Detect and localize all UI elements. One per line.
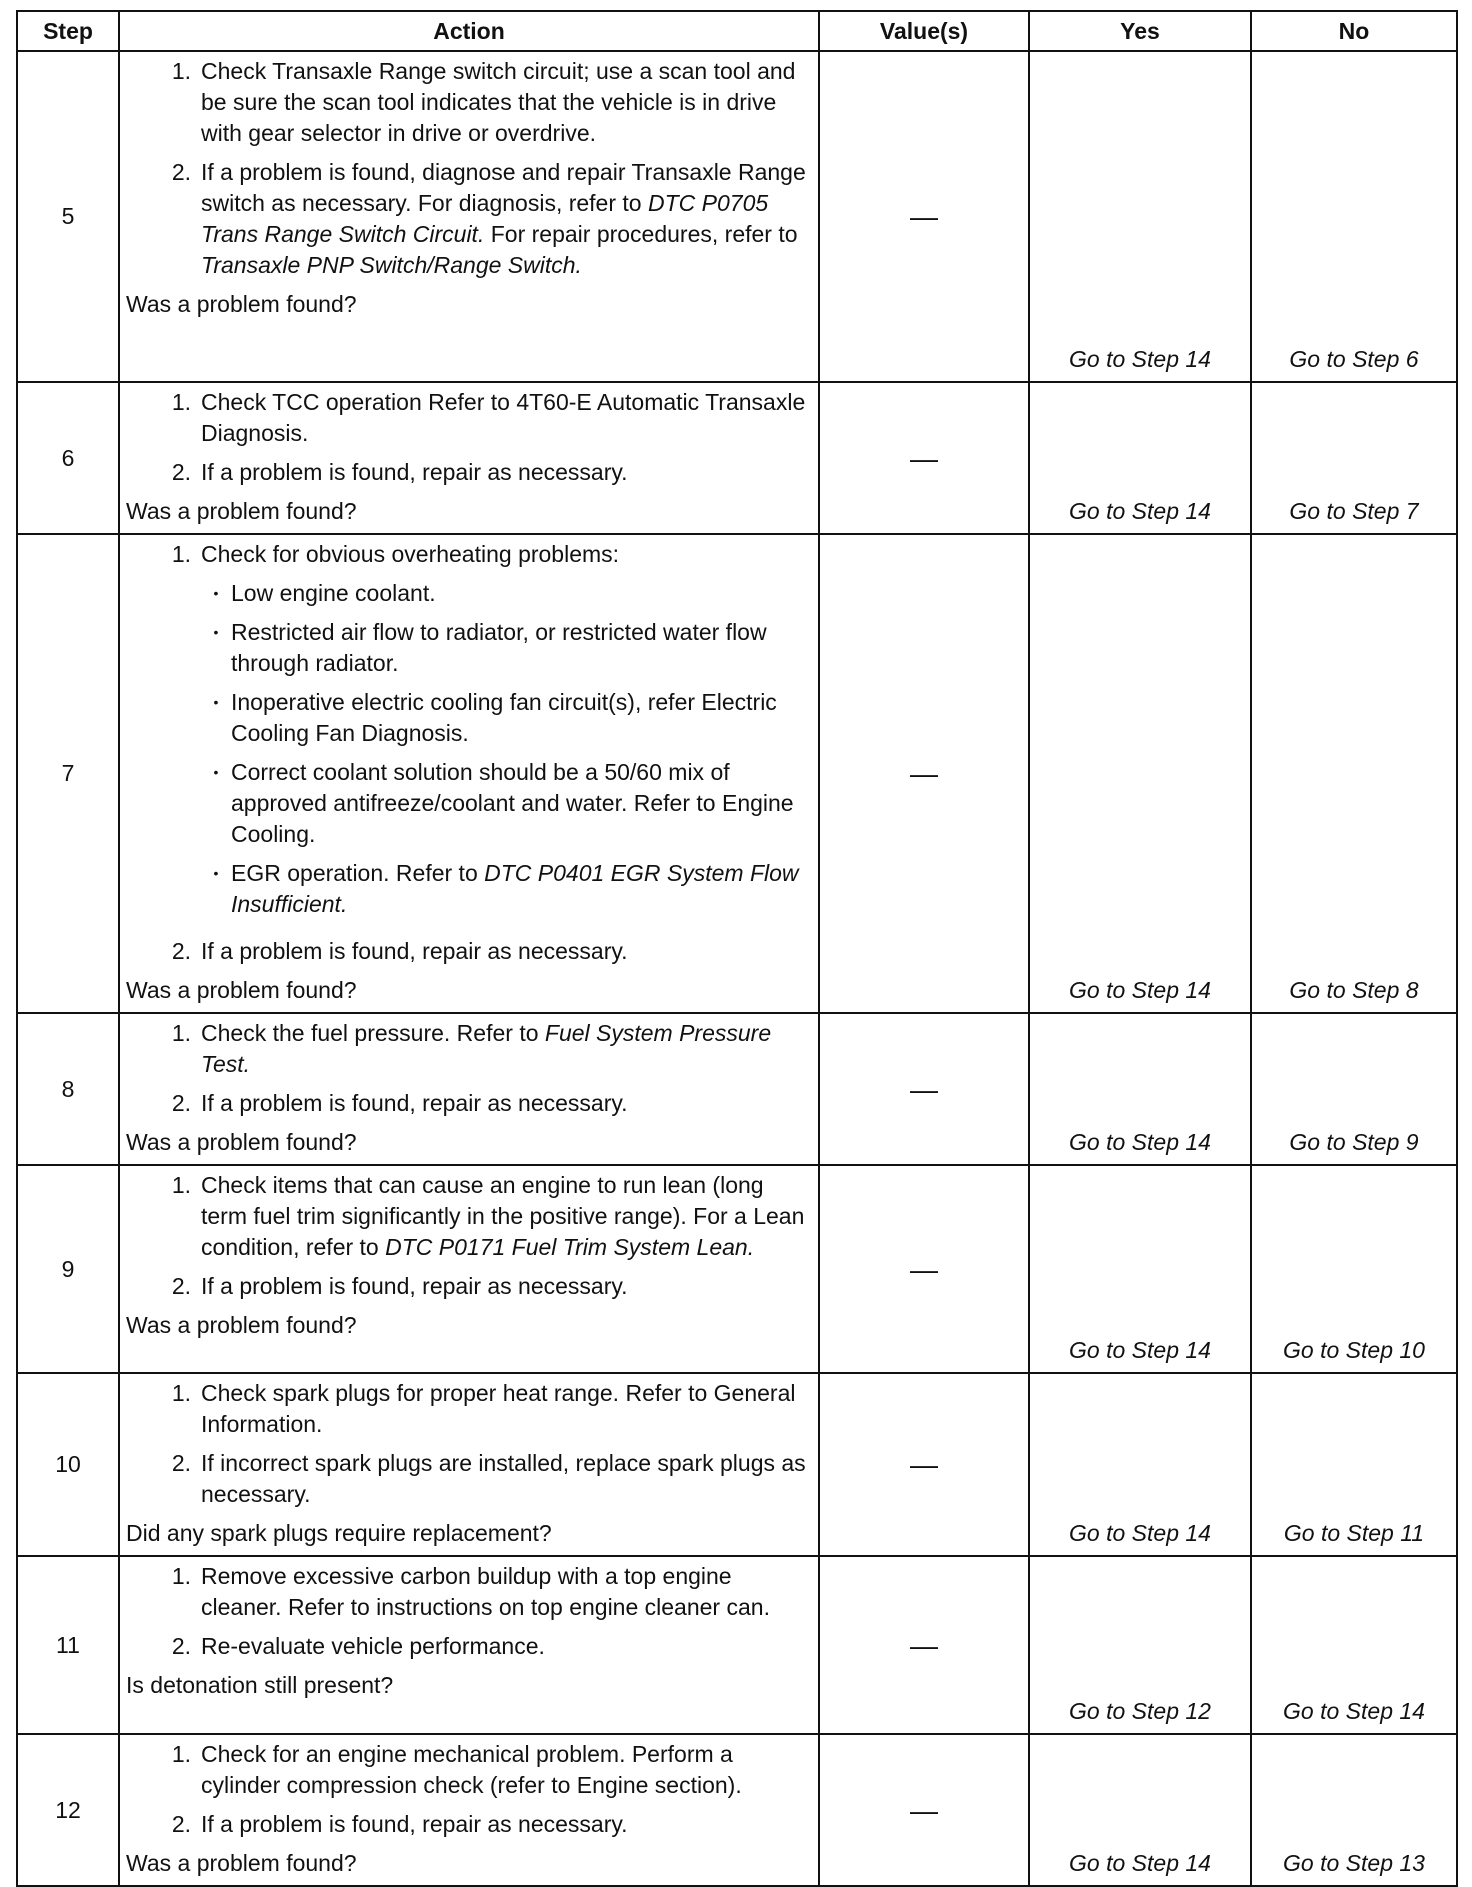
table-row [17,1165,1457,1373]
question-text: Was a problem found? [126,977,357,1003]
no-cell: Go to Step 14 [1251,1556,1457,1734]
bullet-icon: • [213,585,219,601]
yes-cell: Go to Step 14 [1029,1165,1251,1373]
yes-cell: Go to Step 14 [1029,1373,1251,1556]
action-cell [119,1373,819,1556]
diagnostic-table-page [16,10,1456,1887]
step-number: 9 [17,1165,119,1373]
table-row [17,1556,1457,1734]
action-item: 1. Check the fuel pressure. Refer to Fuel System Pressure Test. [171,1020,772,1077]
bullet-icon: • [213,624,219,640]
yes-cell: Go to Step 14 [1029,51,1251,382]
action-item: 2. If a problem is found, repair as necessary. [171,1811,628,1837]
value-cell: — [819,1734,1029,1886]
no-cell: Go to Step 10 [1251,1165,1457,1373]
value-cell: — [819,1165,1029,1373]
bullet-item: • Correct coolant solution should be a 50/60 mix of approved antifreeze/coolant and water. Refer to Engine Cooling. [201,757,814,850]
value-cell: — [819,382,1029,534]
yes-cell: Go to Step 14 [1029,1013,1251,1165]
step-number: 12 [17,1734,119,1886]
reference-link-text: Fuel System Pressure Test. [201,1020,772,1077]
yes-cell: Go to Step 12 [1029,1556,1251,1734]
question-text: Was a problem found? [126,291,357,317]
table-row [17,1373,1457,1556]
header-yes: Yes [1029,11,1251,51]
action-item: 2. If a problem is found, repair as necessary. [171,459,628,485]
action-item: 2. If incorrect spark plugs are installed, replace spark plugs as necessary. [171,1450,806,1507]
header-row [17,11,1457,51]
action-cell [119,382,819,534]
table-row [17,534,1457,1013]
action-cell [119,1734,819,1886]
bullet-icon: • [213,865,219,881]
action-cell [119,1556,819,1734]
action-cell [119,1165,819,1373]
question-text: Was a problem found? [126,1850,357,1876]
question-text: Was a problem found? [126,1129,357,1155]
step-number: 8 [17,1013,119,1165]
reference-link-text: DTC P0705 Trans Range Switch Circuit. [201,190,769,247]
bullet-item: • EGR operation. Refer to DTC P0401 EGR System Flow Insufficient. [201,858,814,920]
header-no: No [1251,11,1457,51]
table-row [17,51,1457,382]
value-cell: — [819,1013,1029,1165]
table-row [17,382,1457,534]
value-cell: — [819,534,1029,1013]
value-cell: — [819,1373,1029,1556]
header-action: Action [119,11,819,51]
bullet-item: • Restricted air flow to radiator, or restricted water flow through radiator. [201,617,814,679]
reference-link-text: DTC P0171 Fuel Trim System Lean. [385,1234,755,1260]
action-item: 2. If a problem is found, diagnose and repair Transaxle Range switch as necessary. For diagnosis, refer to DTC P0705 Trans Range Switch Circuit. For repair procedures, refer to Transaxle PNP Switch/Range Switch. [171,159,806,278]
table-row [17,1013,1457,1165]
action-cell [119,51,819,382]
reference-link-text: Transaxle PNP Switch/Range Switch. [201,252,582,278]
yes-cell: Go to Step 14 [1029,382,1251,534]
action-item: 2. Re-evaluate vehicle performance. [171,1633,545,1659]
action-item: 1. Check TCC operation Refer to 4T60-E Automatic Transaxle Diagnosis. [171,389,806,446]
diagnostic-table [16,10,1458,1887]
action-item: 2. If a problem is found, repair as necessary. [171,938,628,964]
action-item: 1. Check for obvious overheating problems: • Low engine coolant. • Restricted air flow to radiator, or restricted water flow through radiator. • Inoperative electric cooling fan circuit(s), refer Electric Cooling Fan Diagnosis. • Correct coolant solution should be a 50/60 mix of approved antifreeze/coolant and water. Refer to Engine Cooling. • EGR operation. Refer to DTC P0401 EGR System Flow Insufficient. [126,539,814,928]
question-text: Was a problem found? [126,498,357,524]
step-number: 10 [17,1373,119,1556]
table-row [17,1734,1457,1886]
bullet-item: • Low engine coolant. [201,578,814,609]
no-cell: Go to Step 11 [1251,1373,1457,1556]
bullet-list [201,578,814,920]
question-text: Is detonation still present? [126,1672,394,1698]
step-number: 11 [17,1556,119,1734]
action-cell [119,1013,819,1165]
bullet-icon: • [213,694,219,710]
action-item: 2. If a problem is found, repair as necessary. [171,1090,628,1116]
no-cell: Go to Step 6 [1251,51,1457,382]
action-item: 2. If a problem is found, repair as necessary. [171,1273,628,1299]
step-number: 5 [17,51,119,382]
question-text: Was a problem found? [126,1312,357,1338]
no-cell: Go to Step 9 [1251,1013,1457,1165]
question-text: Did any spark plugs require replacement? [126,1520,552,1546]
value-cell: — [819,51,1029,382]
header-step: Step [17,11,119,51]
yes-cell: Go to Step 14 [1029,1734,1251,1886]
reference-link-text: DTC P0401 EGR System Flow Insufficient. [231,860,799,917]
action-item: 1. Check items that can cause an engine to run lean (long term fuel trim significantly in the positive range). For a Lean condition, refer to DTC P0171 Fuel Trim System Lean. [171,1172,805,1260]
action-cell [119,534,819,1013]
action-item: 1. Check for an engine mechanical problem. Perform a cylinder compression check (refer to Engine section). [171,1741,742,1798]
step-number: 7 [17,534,119,1013]
action-item: 1. Remove excessive carbon buildup with a top engine cleaner. Refer to instructions on top engine cleaner can. [171,1563,770,1620]
no-cell: Go to Step 13 [1251,1734,1457,1886]
bullet-icon: • [213,764,219,780]
header-values: Value(s) [819,11,1029,51]
bullet-item: • Inoperative electric cooling fan circuit(s), refer Electric Cooling Fan Diagnosis. [201,687,814,749]
value-cell: — [819,1556,1029,1734]
step-number: 6 [17,382,119,534]
no-cell: Go to Step 7 [1251,382,1457,534]
no-cell: Go to Step 8 [1251,534,1457,1013]
action-item: 1. Check spark plugs for proper heat range. Refer to General Information. [171,1380,796,1437]
action-item: 1. Check Transaxle Range switch circuit; use a scan tool and be sure the scan tool indicates that the vehicle is in drive with gear selector in drive or overdrive. [171,58,796,146]
yes-cell: Go to Step 14 [1029,534,1251,1013]
